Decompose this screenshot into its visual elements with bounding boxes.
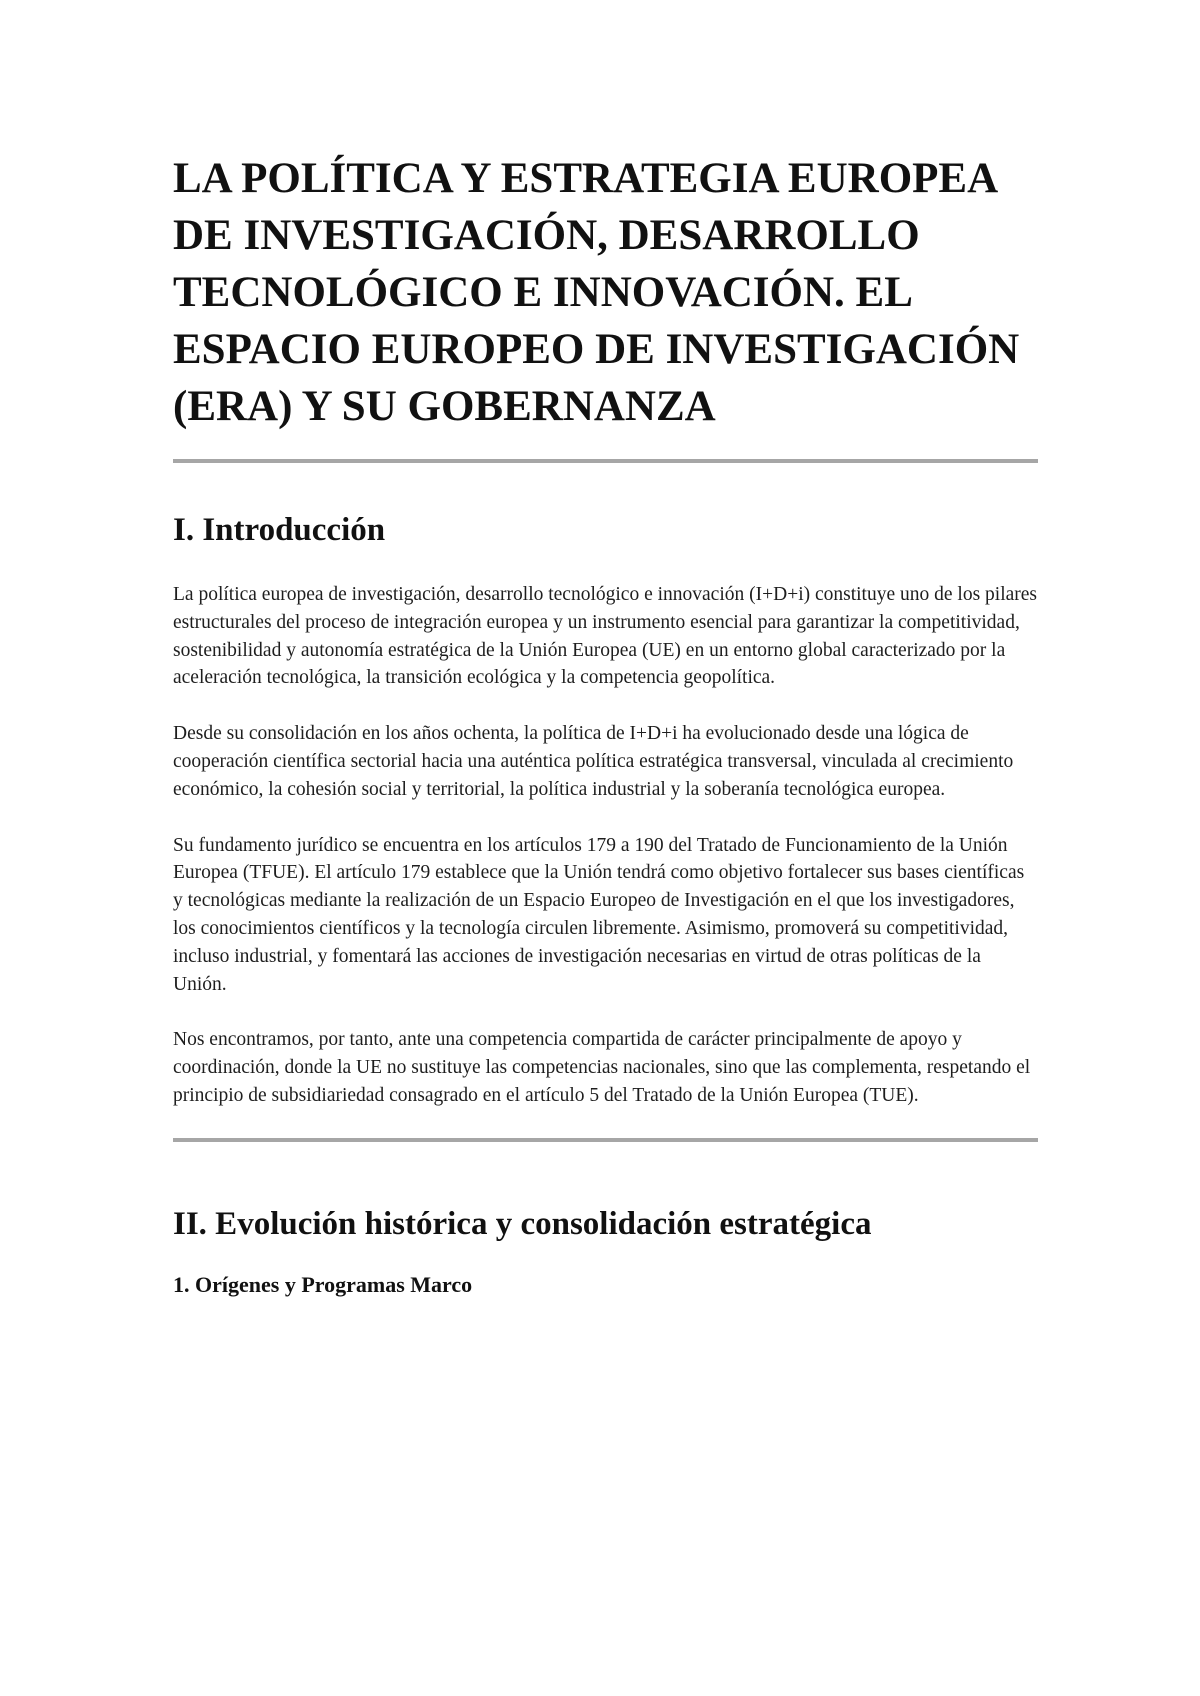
intro-paragraph-4: Nos encontramos, por tanto, ante una competencia compartida de carácter principalmente de apoyo y coordinación, donde la UE no sustituye las competencias nacionales, sino que las complementa, respetando el principio de subsidiariedad consagrado en el artículo 5 del Tratado de la Unión Europea (TUE). bbox=[173, 1029, 1031, 1106]
section-divider bbox=[173, 459, 1038, 463]
section-heading-introduccion: I. Introducción bbox=[173, 512, 386, 548]
intro-paragraph-1: La política europea de investigación, desarrollo tecnológico e innovación (I+D+i) constituye uno de los pilares estructurales del proceso de integración europea y un instrumento esencial para garantizar la competitividad, sostenibilidad y autonomía estratégica de la Unión Europea (UE) en un entorno global caracterizado por la aceleración tecnológica, la transición ecológica y la competencia geopolítica. bbox=[173, 584, 1038, 689]
section-divider bbox=[173, 1138, 1038, 1142]
section-heading-evolucion: II. Evolución histórica y consolidación estratégica bbox=[173, 1205, 872, 1242]
subsection-heading-origenes: 1. Orígenes y Programas Marco bbox=[173, 1271, 473, 1297]
document-title: LA POLÍTICA Y ESTRATEGIA EUROPEA DE INVESTIGACIÓN, DESARROLLO TECNOLÓGICO E INNOVACIÓN. EL ESPACIO EUROPEO DE INVESTIGACIÓN (ERA) Y SU GOBERNANZA bbox=[173, 155, 1020, 430]
intro-paragraph-3: Su fundamento jurídico se encuentra en los artículos 179 a 190 del Tratado de Funcionamiento de la Unión Europea (TFUE). El artículo 179 establece que la Unión tendrá como objetivo fortalecer sus bases científicas y tecnológicas mediante la realización de un Espacio Europeo de Investigación en el que los investigadores, los conocimientos científicos y la tecnología circulen libremente. Asimismo, promoverá su competitividad, incluso industrial, y fomentará las acciones de investigación necesarias en virtud de otras políticas de la Unión. bbox=[173, 834, 1025, 995]
intro-paragraph-2: Desde su consolidación en los años ochenta, la política de I+D+i ha evolucionado desde una lógica de cooperación científica sectorial hacia una auténtica política estratégica transversal, vinculada al crecimiento económico, la cohesión social y territorial, la política industrial y la soberanía tecnológica europea. bbox=[173, 723, 1014, 800]
document-page bbox=[173, 150, 1038, 1299]
